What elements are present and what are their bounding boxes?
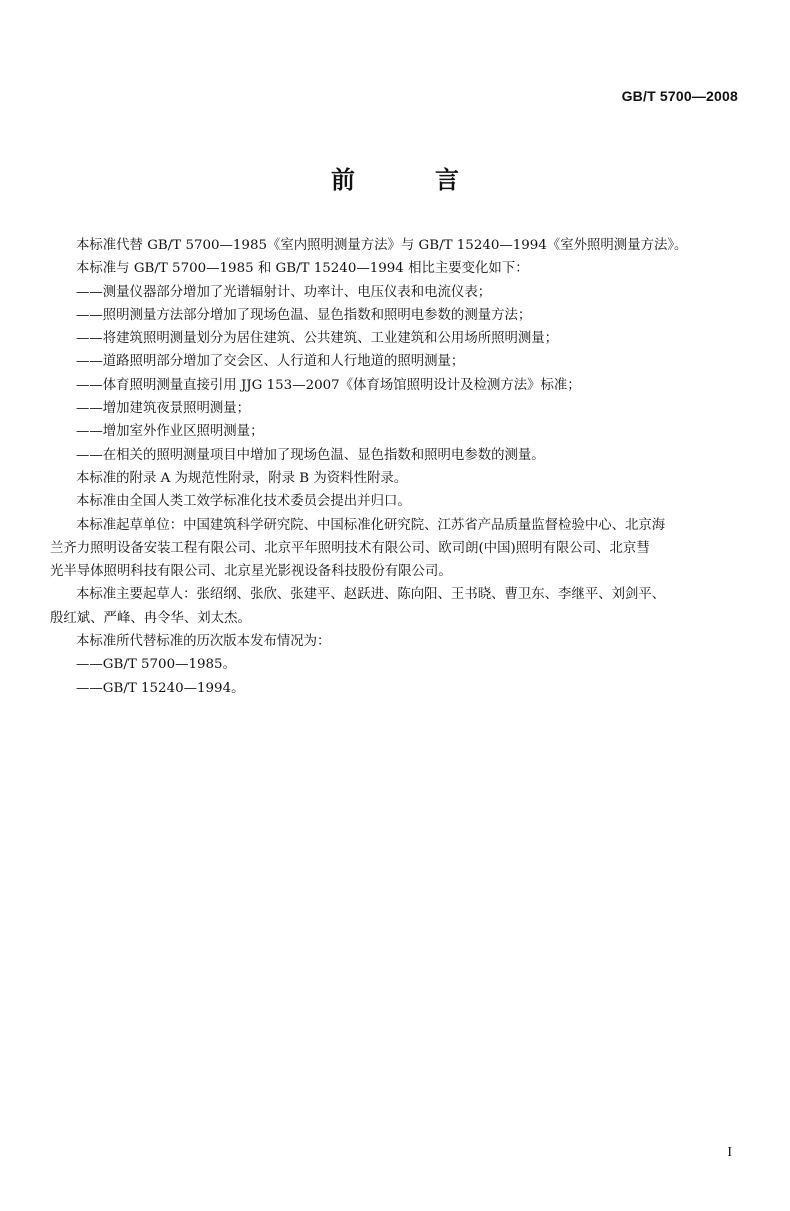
paragraph-annexes: 本标准的附录 A 为规范性附录，附录 B 为资料性附录。 <box>76 470 408 486</box>
change-item: ——体育照明测量直接引用 JJG 153—2007《体育场馆照明设计及检测方法》标准； <box>76 377 581 393</box>
change-item: ——测量仪器部分增加了光谱辐射计、功率计、电压仪表和电流仪表； <box>76 284 492 300</box>
history-item: ——GB/T 15240—1994。 <box>76 680 245 696</box>
change-item: ——增加室外作业区照明测量； <box>76 424 264 440</box>
standard-code: GB/T 5700—2008 <box>621 88 738 104</box>
paragraph-drafting-units-line3: 光半导体照明科技有限公司、北京星光影视设备科技股份有限公司。 <box>50 564 452 580</box>
paragraph-drafting-units-line2: 兰齐力照明设备安装工程有限公司、北京平年照明技术有限公司、欧司朗(中国)照明有限公司、北京彗 <box>50 540 650 556</box>
change-item: ——增加建筑夜景照明测量； <box>76 401 251 417</box>
paragraph-replaces: 本标准代替 GB/T 5700—1985《室内照明测量方法》与 GB/T 15240—1994《室外照明测量方法》。 <box>76 238 688 253</box>
change-item: ——将建筑照明测量划分为居住建筑、公共建筑、工业建筑和公用场所照明测量； <box>76 331 559 347</box>
page-title: 前 言 <box>331 166 487 194</box>
paragraph-proposer: 本标准由全国人类工效学标准化技术委员会提出并归口。 <box>76 494 411 510</box>
page-number: I <box>727 1145 732 1160</box>
paragraph-changes-intro: 本标准与 GB/T 5700—1985 和 GB/T 15240—1994 相比主要变化如下： <box>76 261 529 277</box>
paragraph-history-intro: 本标准所代替标准的历次版本发布情况为： <box>76 634 331 650</box>
history-item: ——GB/T 5700—1985。 <box>76 657 236 673</box>
paragraph-drafters-line2: 殷红斌、严峰、冉令华、刘太杰。 <box>50 610 251 626</box>
change-item: ——照明测量方法部分增加了现场色温、显色指数和照明电参数的测量方法； <box>76 307 532 323</box>
change-item: ——在相关的照明测量项目中增加了现场色温、显色指数和照明电参数的测量。 <box>76 447 545 463</box>
paragraph-drafting-units-line1: 本标准起草单位：中国建筑科学研究院、中国标准化研究院、江苏省产品质量监督检验中心、北京海 <box>76 517 666 533</box>
foreword-body <box>50 234 740 700</box>
paragraph-drafters-line1: 本标准主要起草人：张绍纲、张欣、张建平、赵跃进、陈向阳、王书晓、曹卫东、李继平、刘剑平、 <box>76 587 666 603</box>
change-item: ——道路照明部分增加了交会区、人行道和人行地道的照明测量； <box>76 354 465 370</box>
